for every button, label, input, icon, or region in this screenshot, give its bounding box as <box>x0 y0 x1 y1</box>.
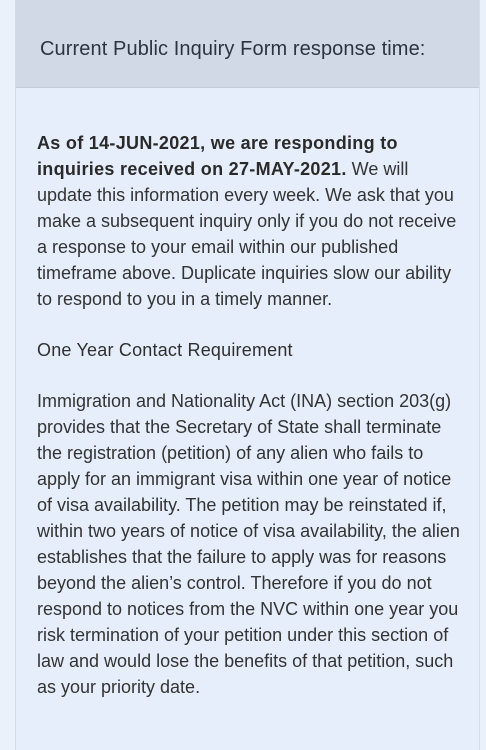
response-time-details: We will update this information every week. We ask that you make a subsequent inquiry only if you do not receive a response to your email within our published timeframe above. Duplicate inquiries slow our ability to respond to you in a timely manner. <box>37 159 457 309</box>
section-title: One Year Contact Requirement <box>37 340 293 360</box>
section-paragraph: Immigration and Nationality Act (INA) section 203(g) provides that the Secretary of State shall terminate the registration (petition) of any alien who fails to apply for an immigrant visa within one year of notice of visa availability. The petition may be reinstated if, within two years of notice of visa availability, the alien establishes that the failure to apply was for reasons beyond the alien’s control. Therefore if you do not respond to notices from the NVC within one year you risk termination of your petition under this section of law and would lose the benefits of that petition, such as your priority date. <box>37 391 460 697</box>
card-content <box>16 88 479 700</box>
card-header <box>16 0 479 88</box>
lead-paragraph <box>37 130 461 312</box>
card-title: Current Public Inquiry Form response time: <box>40 38 426 60</box>
response-time-highlight: As of 14-JUN-2021, we are responding to inquiries received on 27-MAY-2021. <box>37 133 398 179</box>
notice-card <box>15 0 480 750</box>
